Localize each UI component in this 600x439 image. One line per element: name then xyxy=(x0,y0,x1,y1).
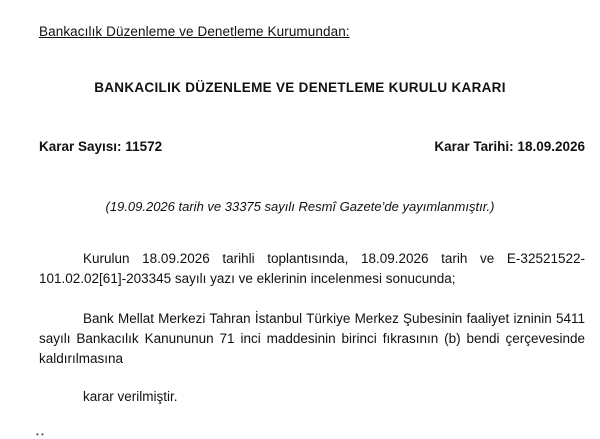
paragraph-meeting: Kurulun 18.09.2026 tarihli toplantısında, 18.09.2026 tarih ve E-32521522-101.02.02[61]-203345 sayılı yazı ve eklerinin incelenmesi sonucunda; xyxy=(39,251,585,286)
decision-date: Karar Tarihi: 18.09.2026 xyxy=(434,139,585,154)
decision-number: Karar Sayısı: 11572 xyxy=(39,139,163,154)
paragraph-decision: Bank Mellat Merkezi Tahran İstanbul Türkiye Merkez Şubesinin faaliyet izninin 5411 sayılı Bankacılık Kanununun 71 inci maddesinin birinci fıkrasının (b) bendi çerçevesinde kaldırılmasına xyxy=(39,311,585,366)
paragraph-conclusion: karar verilmiştir. xyxy=(83,389,178,404)
document-title: BANKACILIK DÜZENLEME VE DENETLEME KURULU KARARI xyxy=(94,80,506,95)
gazette-note: (19.09.2026 tarih ve 33375 sayılı Resmî Gazete’de yayımlanmıştır.) xyxy=(105,199,495,214)
page-edge-mark: • • xyxy=(36,430,44,439)
issuing-institution: Bankacılık Düzenleme ve Denetleme Kurumundan: xyxy=(39,24,350,39)
